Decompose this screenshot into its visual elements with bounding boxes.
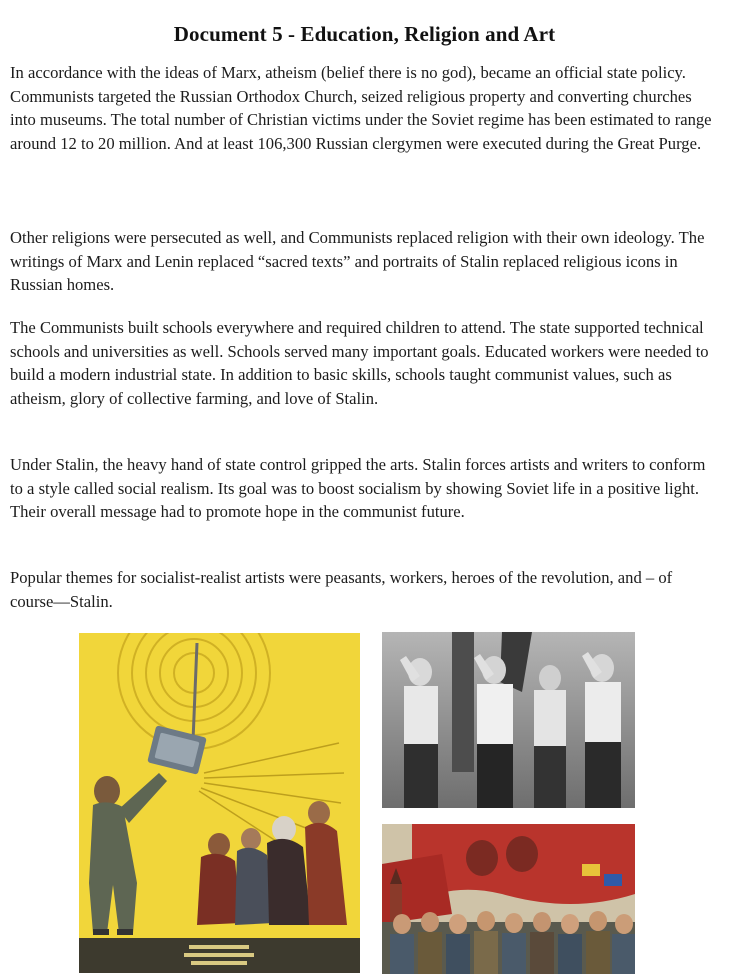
saluting-pioneers-photo [382, 632, 635, 808]
paragraph-other-religions: Other religions were persecuted as well, and Communists replaced religion with their own ideology. The writings of Marx and Lenin replaced “sacred texts” and portraits of Stalin replaced religious icons in Russian homes. [10, 228, 705, 295]
paragraph-atheism: In accordance with the ideas of Marx, atheism (belief there is no god), became an official state policy. Communists targeted the Russian Orthodox Church, seized religious property and converting churches into museums. The total number of Christian victims under the Soviet regime has been estimated to range around 12 to 20 million. And at least 106,300 Russian clergymen were executed during the Great Purge. [10, 63, 712, 153]
paragraph-schools: The Communists built schools everywhere and required children to attend. The state supported technical schools and universities as well. Schools served many important goals. Educated workers were needed to build a modern industrial state. In addition to basic skills, schools taught communist values, such as atheism, glory of collective farming, and love of Stalin. [10, 318, 709, 408]
propaganda-poster-image [79, 633, 360, 973]
red-banner-painting [382, 824, 635, 974]
paragraph-arts: Under Stalin, the heavy hand of state control gripped the arts. Stalin forces artists and writers to conform to a style called social realism. Its goal was to boost socialism by showing Soviet life in a positive light. Their overall message had to promote hope in the communist future. [10, 455, 706, 522]
paragraph-themes: Popular themes for socialist-realist artists were peasants, workers, heroes of the revolution, and – of course—Stalin. [10, 568, 673, 611]
document-title: Document 5 - Education, Religion and Art [173, 22, 556, 46]
